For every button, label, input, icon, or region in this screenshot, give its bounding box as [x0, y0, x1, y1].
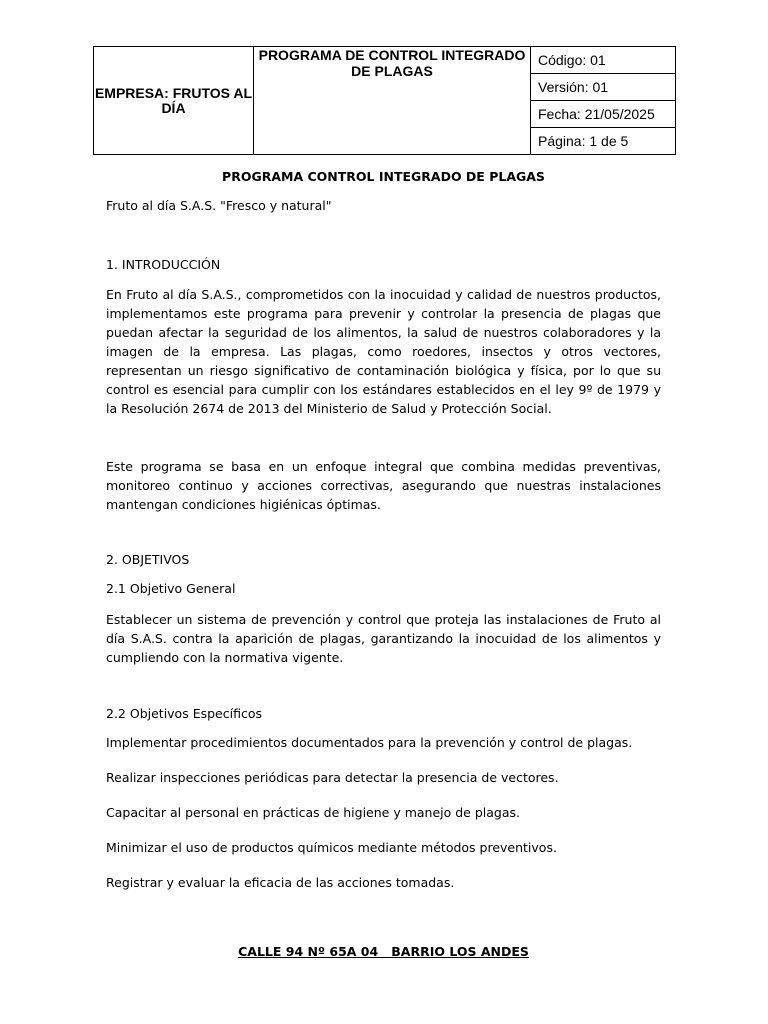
intro-heading: 1. INTRODUCCIÓN — [106, 257, 221, 272]
company-tagline: Fruto al día S.A.S. "Fresco y natural" — [106, 198, 332, 213]
document-code: Código: 01 — [531, 47, 676, 74]
general-objective-text: Establecer un sistema de prevención y control que proteja las instalaciones de Fruto al día S.A.S. contra la aparición de plagas, garantizando la inocuidad de los alimentos y cumpliendo con la normativa vigente. — [106, 612, 661, 665]
specific-objectives-heading: 2.2 Objetivos Específicos — [106, 706, 262, 721]
footer-address: CALLE 94 Nº 65A 04 BARRIO LOS ANDES — [238, 944, 529, 959]
general-objective-heading: 2.1 Objetivo General — [106, 581, 236, 596]
document-title: PROGRAMA CONTROL INTEGRADO DE PLAGAS — [222, 169, 545, 184]
program-title: PROGRAMA DE CONTROL INTEGRADO DE PLAGAS — [254, 47, 531, 155]
document-header-table — [93, 46, 676, 155]
objectives-heading: 2. OBJETIVOS — [106, 552, 190, 567]
list-item: Minimizar el uso de productos químicos mediante métodos preventivos. — [106, 840, 557, 855]
list-item: Capacitar al personal en prácticas de higiene y manejo de plagas. — [106, 805, 520, 820]
list-item: Realizar inspecciones periódicas para detectar la presencia de vectores. — [106, 770, 559, 785]
list-item: Implementar procedimientos documentados para la prevención y control de plagas. — [106, 735, 633, 750]
footer-address-line — [106, 944, 661, 959]
intro-paragraph: En Fruto al día S.A.S., comprometidos con la inocuidad y calidad de nuestros productos, implementamos este programa para prevenir y controlar la presencia de plagas que puedan afectar la seguridad de los alimentos, la salud de nuestros colaboradores y la imagen de la empresa. Las plagas, como roedores, insectos y otros vectores, representan un riesgo significativo de contaminación biológica y física, por lo que su control es esencial para cumplir con los estándares establecidos en el ley 9º de 1979 y la Resolución 2674 de 2013 del Ministerio de Salud y Protección Social. — [106, 287, 661, 416]
list-item: Registrar y evaluar la eficacia de las acciones tomadas. — [106, 875, 455, 890]
document-version: Versión: 01 — [531, 74, 676, 101]
document-date: Fecha: 21/05/2025 — [531, 101, 676, 128]
page-number: Página: 1 de 5 — [531, 128, 676, 155]
intro-paragraph-2: Este programa se basa en un enfoque integral que combina medidas preventivas, monitoreo continuo y acciones correctivas, asegurando que nuestras instalaciones mantengan condiciones higiénicas óptimas. — [106, 459, 661, 512]
company-name: EMPRESA: FRUTOS AL DÍA — [94, 47, 254, 155]
